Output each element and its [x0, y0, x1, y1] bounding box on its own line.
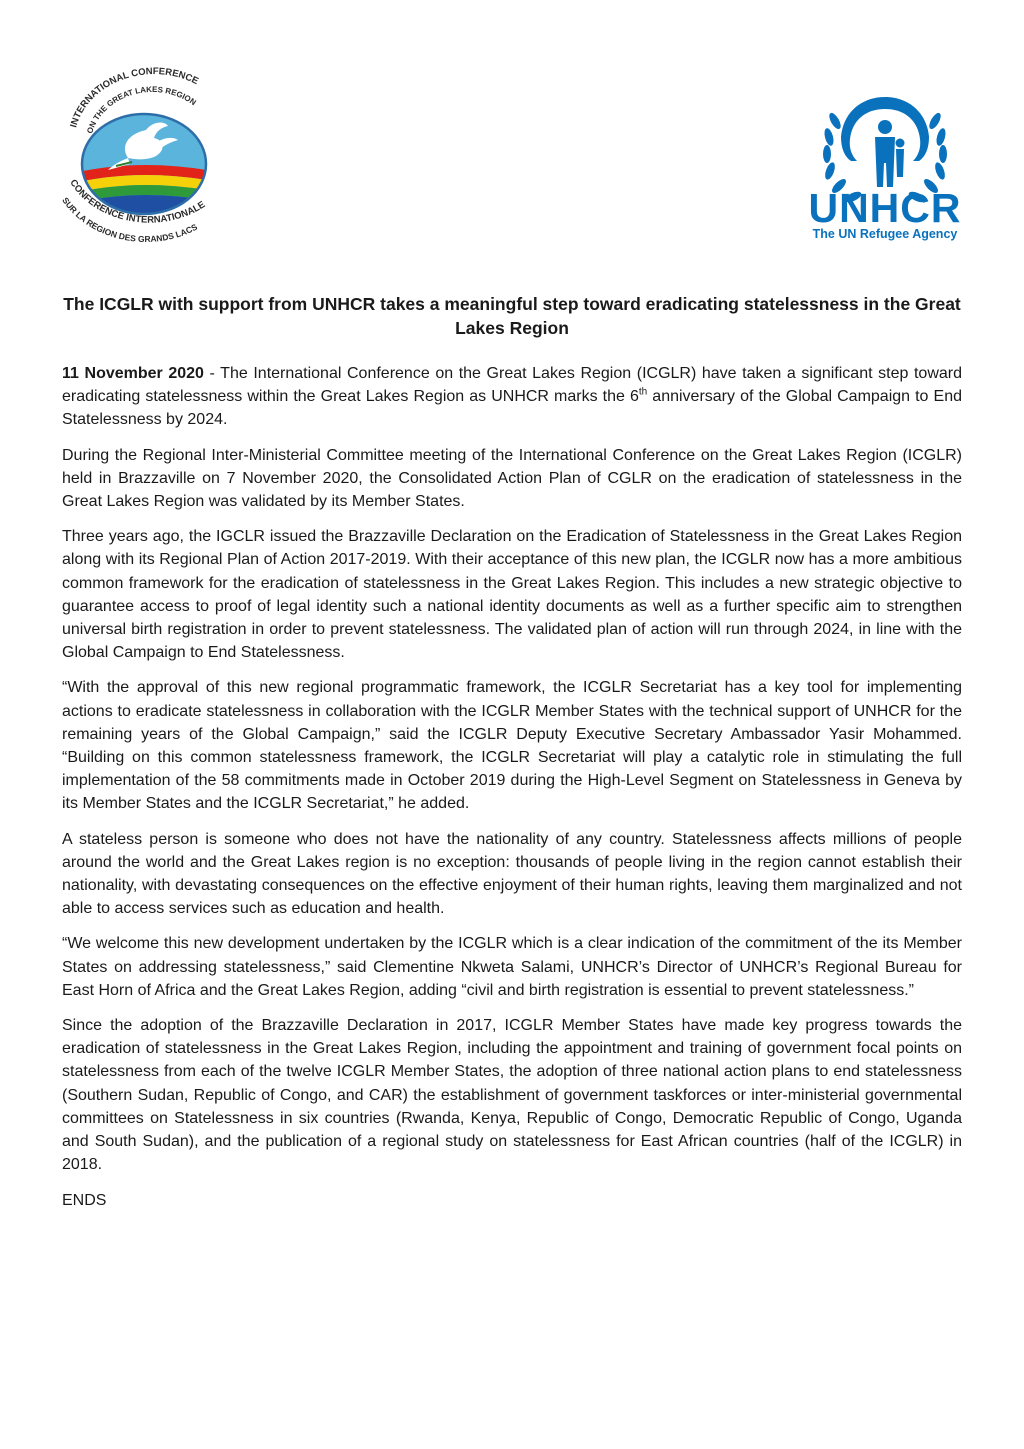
paragraph-5: A stateless person is someone who does not have the nationality of any country. Statelessness affects millions of people around the world and the Great Lakes region is no exception: thousands of people living in the region cannot establish their nationality, with devastating consequences on the effective enjoyment of their human rights, leaving them marginalized and not able to access services such as education and health. — [62, 830, 962, 918]
unhcr-tagline: The UN Refugee Agency — [812, 227, 958, 241]
icglr-arc-text-top-2: ON THE GREAT LAKES REGION — [85, 84, 198, 135]
paragraph-7: Since the adoption of the Brazzaville Declaration in 2017, ICGLR Member States have made key progress towards the eradication of statelessness in the Great Lakes Region, including the appointment and training of government focal points on statelessness from each of the twelve ICGLR Member States, the adoption of three national action plans to end statelessness (Southern Sudan, Republic of Congo, and CAR) the establishment of government taskforces or inter-ministerial governmental committees on Statelessness in six countries (Rwanda, Kenya, Republic of Congo, Democratic Republic of Congo, Uganda and South Sudan), and the publication of a regional study on statelessness for East African countries (half of the ICGLR) in 2018. — [62, 1017, 962, 1174]
ends-marker: ENDS — [62, 1191, 107, 1209]
paragraph-4: “With the approval of this new regional programmatic framework, the ICGLR Secretariat has a key tool for implementing actions to eradicate statelessness in collaboration with the ICGLR Member States with the technical support of UNHCR for the remaining years of the Global Campaign,” said the ICGLR Deputy Executive Secretary Ambassador Yasir Mohammed. “Building on this common statelessness framework, the ICGLR Secretariat will play a catalytic role in stimulating the full implementation of the 58 commitments made in October 2019 during the High-Level Segment on Statelessness in Geneva by its Member States and the ICGLR Secretariat,” he added. — [62, 679, 962, 813]
intro-text-end: anniversary of the Global Campaign to End Statelessness by 2024. — [62, 388, 962, 429]
page-title: The ICGLR with support from UNHCR takes a meaningful step toward eradicating statelessness in the Great Lakes Region — [63, 294, 961, 338]
icglr-arc-text-bottom-2: SUR LA REGION DES GRANDS LACS — [60, 195, 199, 245]
unhcr-wordmark: UNHCR — [808, 185, 962, 231]
press-release-body — [62, 362, 962, 1224]
paragraph-2: During the Regional Inter-Ministerial Committee meeting of the International Conference on the Great Lakes Region (ICGLR) held in Brazzaville on 7 November 2020, the Consolidated Action Plan of CGLR on the eradication of statelessness in the Great Lakes Region was validated by its Member States. — [62, 446, 962, 511]
icglr-arc-text-top: INTERNATIONAL CONFERENCE — [68, 66, 201, 129]
ordinal-suffix: th — [638, 386, 648, 398]
icglr-arc-text-bottom: CONFERENCE INTERNATIONALE — [67, 177, 208, 226]
person-icon — [875, 120, 905, 187]
paragraph-6: “We welcome this new development undertaken by the ICGLR which is a clear indication of the commitment of the its Member States on addressing statelessness,” said Clementine Nkweta Salami, UNHCR’s Director of UNHCR’s Regional Bureau for East Horn of Africa and the Great Lakes Region, adding “civil and birth registration is essential to prevent statelessness.” — [62, 935, 962, 999]
paragraph-3: Three years ago, the IGCLR issued the Brazzaville Declaration on the Eradication of Statelessness in the Great Lakes Region along with its Regional Plan of Action 2017-2019. With their acceptance of this new plan, the ICGLR now has a more ambitious common framework for the eradication of statelessness in the Great Lakes Region. This includes a new strategic objective to guarantee access to proof of legal identity such a national identity documents as well as a further specific aim to strengthen universal birth registration in order to prevent statelessness. The validated plan of action will run through 2024, in line with the Global Campaign to End Statelessness. — [62, 528, 962, 662]
paragraph-intro — [62, 362, 962, 432]
release-date: 11 November 2020 — [62, 365, 204, 382]
intro-text: - The International Conference on the Great Lakes Region (ICGLR) have taken a significant step toward eradicating statelessness within the Great Lakes Region as UNHCR marks the 6 — [62, 365, 962, 406]
icglr-logo — [58, 50, 238, 255]
